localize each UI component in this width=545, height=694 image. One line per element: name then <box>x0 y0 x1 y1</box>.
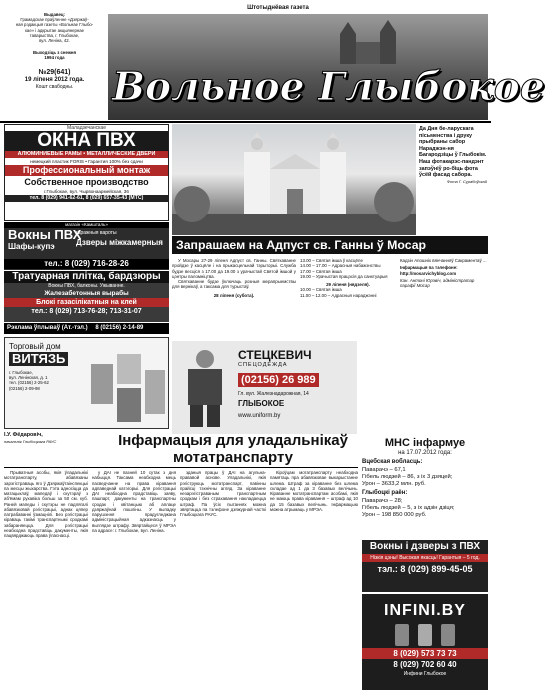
mass-paragraph: У Мосары 27-29 ліпеня Адпуст св. Ганны. Святкаванне пройдзе ў касцёле і на прыкасцельнай тэрыторыі. Служба будзе весціся з 17.00 да 19.00 з урачыстай Святой імшой у цэнтры паломніцтва. <box>172 258 296 279</box>
publisher-line: таварыства, г. Глыбокае, <box>29 32 80 38</box>
transport-rule <box>4 467 358 468</box>
mns-line: Гібель людзей – 86, з іх 3 дзяцей; <box>362 473 453 480</box>
vokny-line: гаражныя вароты <box>76 230 117 236</box>
mns-line: Паварачэ – 28; <box>362 497 403 504</box>
infini-phone: 8 (029) 573 73 73 <box>362 648 488 659</box>
vityaz-line: (02156) 2-09-98 <box>9 385 40 391</box>
dzveri-ad <box>362 540 488 592</box>
masthead-rule <box>0 121 491 123</box>
vokny-ad <box>4 222 169 270</box>
transport-paragraph: Прыватныя асобы, якія ўладальнікі мотатранспарту, абавязаны зарэгістраваць яго ў Дзяржаўтаінспекцыі па месцы жыхарства. Гэта адносіцца да матацыклаў, мапедаў і скутэраў з аб'ёмам рухавіка больш за 50 см. куб. Раней мапеды і скутэры не падлягалі абавязковай рэгістрацыі, аднак цяпер патрабаванні ўзмацнілі. Без рэгістрацыі кіраваць такімі транспартнымі сродкамі забараняецца. Для рэгістрацыі неабходна прадставіць дакументы, якія пацвярджаюць права ўласнасці. <box>4 470 88 538</box>
dzveri-title: Вокны і дзверы з ПВХ <box>369 541 481 552</box>
vityaz-line: г. Глыбокае, <box>9 370 33 375</box>
mass-day-heading: 29 ліпеня (нядзеля). <box>326 282 370 287</box>
vityaz-address <box>9 370 84 391</box>
issue-price: Кошт свабодны. <box>35 83 74 90</box>
mns-section-title: Вцебская вобласць: <box>362 459 423 465</box>
workwear-icon <box>176 347 234 429</box>
okna-title: ОКНА ПВХ <box>5 131 168 151</box>
issue-number: №29(641) <box>38 68 71 76</box>
mass-headline: Запрашаем на Адпуст св. Ганны ў Мосар <box>172 236 488 254</box>
okna-line: АЛЮМИНИЕВЫЕ РАМЫ • МЕТАЛЛИЧЕСКИЕ ДВЕРИ <box>5 151 168 158</box>
okna-line: немецкий пластик FORIS • Гарантия 100% без сдачи <box>30 159 143 164</box>
infini-note: Инфини Глыбокое <box>403 671 447 677</box>
infini-name[interactable]: INFINI.BY <box>384 602 466 619</box>
mns-section-title: Глыбоцкі раён: <box>362 490 408 497</box>
transport-column-2 <box>92 470 176 690</box>
mass-day-heading: 28 ліпеня (субота). <box>213 292 255 298</box>
transport-paragraph: зданыя працы ў ДАІ на агульна-прававой аснове. Уладальнікі, якія рэгіструюць мотатранспарт, павінны прайсці тэхнічны агляд. За кіраванне незарэгістраваным транспартным сродкам і без страхавання накладаецца штраф. Па ўсіх пытаннях можна звяртацца па тэлефоне дзяжурнай часткі Глыбоцкага РАУС. <box>180 470 266 517</box>
mns-line: Урон – 198 850 000 руб. <box>362 512 427 519</box>
okna-line: г.Глыбокае, вул. Чырвонаармейская, 36 <box>44 189 129 194</box>
dzveri-sub: Нізкія цэны! Высокая якасць! Гарантыя – 5 год. <box>362 554 488 562</box>
vokny-title: Вокны ПВХ <box>8 227 82 242</box>
appliances-icon <box>89 344 167 426</box>
mass-schedule-line: 11.00 – 12.00 – Адрасныя нараджэнні <box>300 292 377 298</box>
transport-headline-line: Інфармацыя для уладальнікаў <box>118 432 348 449</box>
vityaz-top: Торговый дом <box>9 342 61 351</box>
mns-line: Гібель людзей – 5, з іх адзін дзіця; <box>362 504 455 511</box>
publisher-info <box>4 12 105 90</box>
okna-ad <box>4 124 169 221</box>
mass-column-3 <box>400 258 488 340</box>
vityaz-line: тел. (02156) 2-25-62 <box>9 380 49 386</box>
steckevich-ad <box>172 341 357 434</box>
dzveri-phone: тэл.: 8 (029) 899-45-05 <box>377 564 473 574</box>
plitka-line: Блокі газасілікатныя на клей <box>4 298 169 307</box>
steckevich-site[interactable]: www.uniform.by <box>238 413 281 419</box>
plitka-line: Жалезабетонныя вырабы <box>44 290 129 297</box>
mns-line: Урон – 3633,2 млн. руб. <box>362 480 426 487</box>
mass-paragraph: Інфармацыя па тэлефоне: http://mosarvichyblog.com <box>400 265 458 276</box>
advert-strip <box>4 323 169 334</box>
steckevich-name: СТЕЦКЕВИЧ <box>238 348 312 362</box>
author-role: начальнік Глыбоцкага РАУС <box>4 438 57 444</box>
okna-line: Профессиональный монтаж <box>5 165 168 176</box>
mass-column-2 <box>300 258 396 340</box>
founded-label: Выходзіць з снежня <box>32 50 76 56</box>
mass-signature: Кан. Антоні Юрэвіч, адміністратар парафіі Мосар <box>400 277 475 288</box>
masthead-title: Вольное Глыбокое <box>112 64 545 110</box>
author-name: І.У. Фёдаровіч, <box>4 432 43 438</box>
transport-column-3 <box>180 470 266 690</box>
plitka-line: Вокны ПВХ, балконы. Ужыванне. <box>48 283 125 289</box>
mass-paragraph: Кадзін Апошніх вянчанняў Сакраментаў ... <box>400 258 487 263</box>
vokny-line: Шафы-купэ <box>8 242 55 251</box>
transport-column-4 <box>270 470 358 690</box>
vityaz-line: вул. Ленінская, д. 1 <box>9 375 48 381</box>
mns-date: на 17.07.2012 года: <box>398 450 452 456</box>
founded-year: 1994 года <box>44 55 65 61</box>
plitka-phone: тел.: 8 (029) 713-76-28; 713-31-07 <box>31 308 142 315</box>
mass-schedule-line: 17.00 – Святая імша <box>300 268 342 274</box>
photo-caption-text: Да Дня бе-ларускага пісьменства і друку прыбраны сабор Нараджэн-ня Багародзіцы ў Глыбокім. Наш фотакарэс-пандэнт запэўніў ро-біць фота ўсёй фасад сабора. <box>419 126 487 179</box>
photo-caption-credit: Фота Г. Сурабоўскай <box>446 178 487 184</box>
cathedral-icon <box>172 124 416 235</box>
transport-paragraph: у ДАІ не пазней 10 сутак з дня набыцця. Таксама неабходна мець пасведчанне на права кіравання адпаведнай катэгорыі. Для рэгістрацыі ДАІ неабходна прадставіць заяву, пашпарт, дакументы на транспартны сродак і квітанцыю аб аплаце дзяржаўнай пошліны. У выпадку парушэння прадугледжана адміністрацыйная адказнасць у выглядзе штрафу. Звяртайцеся ў МРЭА па адрасе: г. Глыбокае, вул. Леніна. <box>92 470 176 533</box>
masthead-church-icon <box>330 14 410 64</box>
plitka-title: Тратуарная плітка, бардзюры <box>4 271 169 283</box>
okna-top: Маладзечанскае <box>67 125 106 131</box>
vokny-phone: тел.: 8 (029) 716-28-26 <box>4 259 169 269</box>
issue-date: 19 ліпеня 2012 года. <box>24 76 85 83</box>
photo-caption <box>419 126 487 234</box>
publisher-line: Выдавец: <box>44 12 65 17</box>
masthead-tagline: Штотыднёвая газета <box>247 5 309 11</box>
steckevich-sub: СПЕЦОДЕЖДА <box>238 362 288 368</box>
mass-schedule-line: 13.00 – Святая імша ў касцёле <box>300 258 363 263</box>
advert-strip-phone: 8 (02156) 2-14-89 <box>95 325 144 331</box>
vityaz-name: ВИТЯЗЬ <box>9 352 68 366</box>
plitka-ad <box>4 271 169 322</box>
mns-box <box>362 437 488 537</box>
mass-column-1 <box>172 258 296 340</box>
infini-ad <box>362 594 488 690</box>
transport-headline <box>108 432 358 466</box>
mass-schedule-line: 14.00 – 17.00 – Адрасныя набажэнствы <box>300 263 381 269</box>
publisher-line: Грамадскае праўленне «Дзяржаў- <box>20 17 89 23</box>
phones-icon <box>385 622 465 648</box>
steckevich-address: Гл. вул. Жалезнадарожная, 14 <box>238 391 309 397</box>
transport-paragraph: Кіроўцам мотатранспарту неабходна памятаць пра абавязковае выкарыстанне шлема. Штраф за кіраванне без шлема складае ад 1 да 3 базавых велічынь. Кіраванне мотатранспартам асобамі, якія не маюць права кіравання – штраф ад 10 да 15 базавых велічынь. Інфармацыю можна атрымаць у МРЭА. <box>270 470 358 512</box>
publisher-line: вул. Леніна, 42. <box>39 38 70 44</box>
publisher-line: ная рэдакцыя газеты «Вольнае Глыбо- <box>15 22 94 28</box>
okna-line: тел. 8 (029) 941-62-61, 8 (029) 657-35-43 (МТС) <box>5 195 168 202</box>
vityaz-ad <box>4 337 169 429</box>
vokny-line: Дзверы міжкамерныя <box>76 238 163 247</box>
mns-title: МНС інфармуе <box>384 437 466 449</box>
infini-phone-2: 8 (029) 702 60 40 <box>393 660 457 669</box>
advert-strip-text: Рэклама ўплываў (Ат.-тэл.) <box>7 325 88 331</box>
mns-line: Паварачэ – 67,1 <box>362 466 406 473</box>
steckevich-phone: (02156) 26 989 <box>238 373 319 387</box>
mass-schedule-line: 10.00 – Святая імша <box>300 287 342 293</box>
mass-paragraph: Святкаванне будзе ўключаць розныя мерапрыемствы для вернікаў, а таксама для турыстаў. <box>172 279 296 290</box>
mass-schedule-line: 19.00 – Урачыстая працэсія да санктуарыя <box>300 273 388 279</box>
steckevich-city: ГЛЫБОКОЕ <box>238 399 285 408</box>
vokny-shop: магазін «Камшталь» <box>4 222 169 228</box>
cathedral-photo <box>172 124 416 235</box>
okna-line: Собственное производство <box>24 177 149 187</box>
transport-headline-line: мотатранспарту <box>172 449 294 466</box>
publisher-line: кае» і адкрытае акцыянернае <box>24 27 85 33</box>
transport-column-1 <box>4 470 88 690</box>
author-byline <box>4 432 104 444</box>
